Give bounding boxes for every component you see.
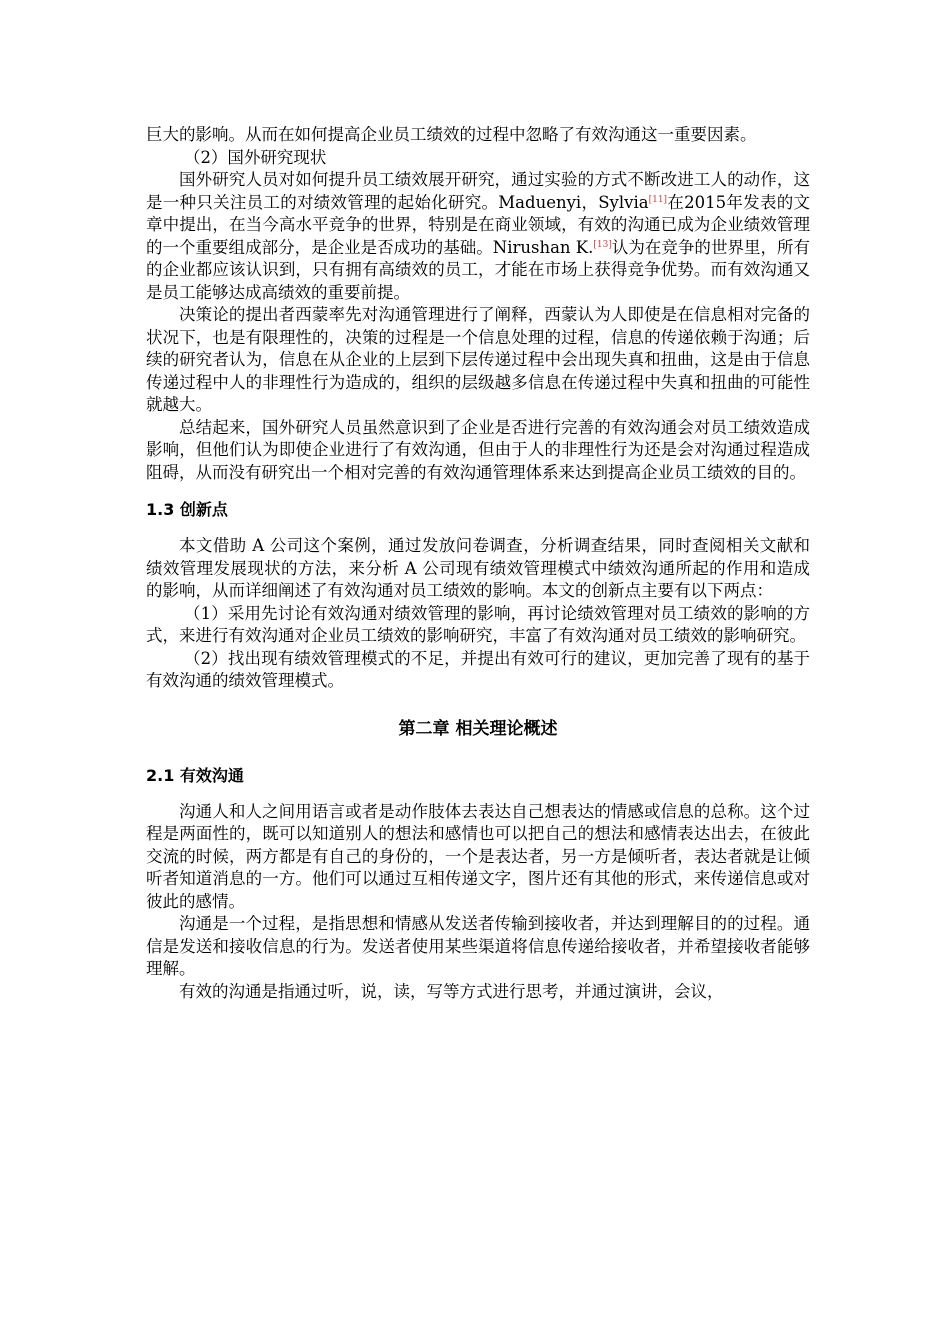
paragraph-text: 认为在竞争的世界里，所有的企业都应该认识到，只有拥有高绩效的员工，才能在市场上获得竞争优势。而有效沟通又是员工能够达成高绩效的重要前提。: [146, 237, 811, 302]
paragraph-innovation-2: （2）找出现有绩效管理模式的不足，并提出有效可行的建议，更加完善了现有的基于有效沟通的绩效管理模式。: [146, 648, 810, 690]
citation-11[interactable]: [11]: [648, 194, 668, 205]
paragraph-text: 在2015年发表的文章中提出，在当今高水平竞争的世界，特别是在商业领域，有效的沟通已成为企业绩效管理的一个重要组成部分，是企业是否成功的基础。Nirushan K.: [146, 192, 810, 257]
chapter-heading-2: 第二章 相关理论概述: [398, 718, 558, 739]
paragraph-text: 国外研究人员对如何提升员工绩效展开研究，通过实验的方式不断改进工人的动作，这是一种只关注员工的对绩效管理的起始化研究。Maduenyi，Sylvia: [146, 170, 810, 212]
section-heading-1-3: 1.3 创新点: [146, 500, 228, 519]
paragraph-summary: 总结起来，国外研究人员虽然意识到了企业是否进行完善的有效沟通会对员工绩效造成影响，但他们认为即使企业进行了有效沟通，但由于人的非理性行为还是会对沟通过程造成阻碍，从而没有研究出一个相对完善的有效沟通管理体系来达到提高企业员工绩效的目的。: [146, 417, 810, 482]
paragraph-effective-communication: 有效的沟通是指通过听，说，读，写等方式进行思考，并通过演讲，会议，: [179, 981, 724, 1001]
paragraph-communication-process: 沟通是一个过程，是指思想和情感从发送者传输到接收者，并达到理解目的的过程。通信是发送和接收信息的行为。发送者使用某些渠道将信息传递给接收者，并希望接收者能够理解。: [146, 914, 810, 978]
paragraph-continuation: 巨大的影响。从而在如何提高企业员工绩效的过程中忽略了有效沟通这一重要因素。: [146, 125, 757, 144]
section-heading-2-1: 2.1 有效沟通: [146, 765, 244, 785]
paragraph-innovation-intro: 本文借助 A 公司这个案例，通过发放问卷调查，分析调查结果，同时查阅相关文献和绩效管理发展现状的方法，来分析 A 公司现有绩效管理模式中绩效沟通所起的作用和造成的影响，从而详细阐述了有效沟通对员工绩效的影响。本文的创新点主要有以下两点：: [146, 536, 810, 600]
paragraph-decision-theory: 决策论的提出者西蒙率先对沟通管理进行了阐释，西蒙认为人即使是在信息相对完备的状况下，也是有限理性的，决策的过程是一个信息处理的过程，信息的传递依赖于沟通；后续的研究者认为，信息在从企业的上层到下层传递过程中会出现失真和扭曲，这是由于信息传递过程中人的非理性行为造成的，组织的层级越多信息在传递过程中失真和扭曲的可能性就越大。: [146, 305, 810, 414]
citation-13[interactable]: [13]: [593, 239, 612, 250]
paragraph-innovation-1: （1）采用先讨论有效沟通对绩效管理的影响，再讨论绩效管理对员工绩效的影响的方式，来进行有效沟通对企业员工绩效的影响研究，丰富了有效沟通对员工绩效的影响研究。: [146, 603, 810, 645]
subsection-foreign-research: （2）国外研究现状: [183, 147, 327, 167]
paragraph-foreign-research: [146, 169, 810, 304]
paragraph-communication-definition: 沟通人和人之间用语言或者是动作肢体去表达自己想表达的情感或信息的总称。这个过程是两面性的，既可以知道别人的想法和感情也可以把自己的想法和感情表达出去，在彼此交流的时候，两方都是有自己的身份的，一个是表达者，另一方是倾听者，表达者就是让倾听者知道消息的一方。他们可以通过互相传递文字，图片还有其他的形式，来传递信息或对彼此的感情。: [146, 801, 810, 911]
paper-page: [146, 124, 810, 1003]
